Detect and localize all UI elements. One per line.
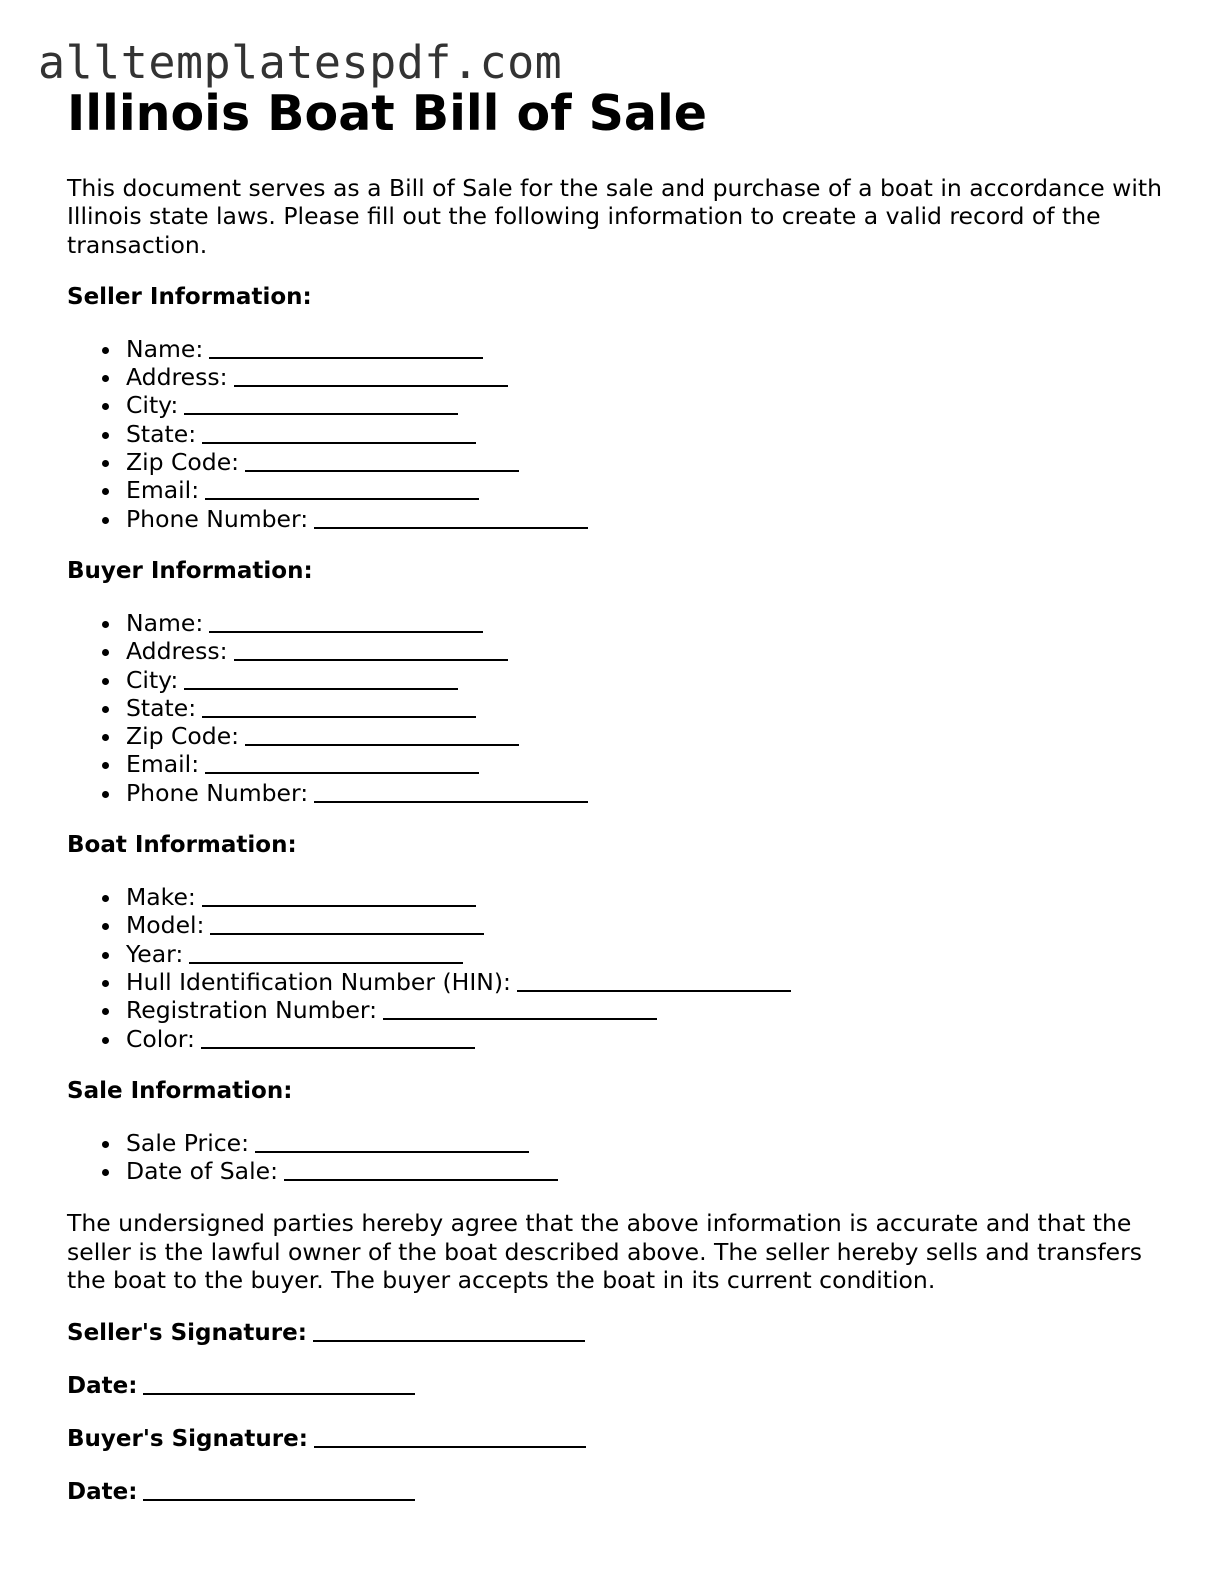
field-label: City: [126,665,179,694]
buyer-address-field [126,637,1177,665]
field-label: State: [126,693,197,722]
boat-registration-field [126,996,1177,1024]
buyer-email-field [126,750,1177,778]
document-title: Illinois Boat Bill of Sale [67,85,707,142]
intro-paragraph: This document serves as a Bill of Sale for the sale and purchase of a boat in accordance with Illinois state laws. Please fill out the following information to create a valid record of the transaction. [67,174,1163,259]
fill-in-blank[interactable] [209,335,483,359]
buyer-city-field [126,666,1177,694]
field-label: Name: [126,334,204,363]
field-label: Year: [126,939,184,968]
seller-city-field [126,391,1177,419]
signature-blank[interactable] [314,1424,586,1448]
seller-email-field [126,476,1177,504]
fill-in-blank[interactable] [255,1129,529,1153]
field-label: Address: [126,363,228,392]
fill-in-blank[interactable] [202,694,476,718]
field-label: Zip Code: [126,448,240,477]
seller-section-heading: Seller Information: [67,283,312,310]
fill-in-blank[interactable] [205,750,479,774]
buyer-signature-line [67,1424,1177,1453]
fill-in-blank[interactable] [245,722,519,746]
field-label: Make: [126,883,196,912]
date-blank[interactable] [143,1477,415,1501]
seller-date-line [67,1371,1177,1400]
fill-in-blank[interactable] [202,883,476,907]
buyer-section-heading: Buyer Information: [67,557,313,584]
field-label: Model: [126,911,205,940]
field-label: Email: [126,750,200,779]
buyer-name-field [126,609,1177,637]
boat-model-field [126,911,1177,939]
signature-blank[interactable] [313,1318,585,1342]
seller-address-field [126,363,1177,391]
field-label: Date of Sale: [126,1157,278,1186]
fill-in-blank[interactable] [184,666,458,690]
field-label: Sale Price: [126,1128,250,1157]
boat-make-field [126,883,1177,911]
fill-in-blank[interactable] [314,505,588,529]
fill-in-blank[interactable] [234,363,508,387]
sale-date-field [126,1157,1177,1185]
fill-in-blank[interactable] [209,609,483,633]
date-label: Date: [67,1373,138,1400]
boat-year-field [126,940,1177,968]
fill-in-blank[interactable] [314,779,588,803]
seller-name-field [126,335,1177,363]
field-label: Registration Number: [126,996,378,1025]
agreement-paragraph: The undersigned parties hereby agree that the above information is accurate and that the seller is the lawful owner of the boat described above. The seller hereby sells and transfers the boat to the buyer. The buyer accepts the boat in its current condition. [67,1209,1143,1295]
seller-state-field [126,420,1177,448]
fill-in-blank[interactable] [517,968,791,992]
seller-zip-field [126,448,1177,476]
buyer-phone-field [126,779,1177,807]
boat-section-heading: Boat Information: [67,832,297,859]
seller-signature-line [67,1318,1177,1347]
field-label: Color: [126,1024,195,1053]
sale-field-list [67,1129,1177,1186]
field-label: Name: [126,608,204,637]
boat-color-field [126,1025,1177,1053]
buyer-zip-field [126,722,1177,750]
sale-price-field [126,1129,1177,1157]
buyer-field-list [67,609,1177,807]
fill-in-blank[interactable] [201,1025,475,1049]
signature-label: Seller's Signature: [67,1320,307,1347]
document-body [67,84,1177,1506]
field-label: City: [126,391,179,420]
fill-in-blank[interactable] [205,476,479,500]
fill-in-blank[interactable] [234,637,508,661]
field-label: Phone Number: [126,778,309,807]
fill-in-blank[interactable] [202,420,476,444]
field-label: Zip Code: [126,722,240,751]
buyer-state-field [126,694,1177,722]
fill-in-blank[interactable] [210,911,484,935]
site-watermark: alltemplatespdf.com [38,36,563,89]
signature-label: Buyer's Signature: [67,1426,308,1453]
fill-in-blank[interactable] [284,1157,558,1181]
date-blank[interactable] [143,1371,415,1395]
field-label: Email: [126,476,200,505]
field-label: Address: [126,637,228,666]
sale-section-heading: Sale Information: [67,1077,293,1104]
field-label: Hull Identification Number (HIN): [126,967,511,996]
fill-in-blank[interactable] [245,448,519,472]
date-label: Date: [67,1479,138,1506]
field-label: Phone Number: [126,504,309,533]
field-label: State: [126,419,197,448]
buyer-date-line [67,1477,1177,1506]
fill-in-blank[interactable] [184,391,458,415]
fill-in-blank[interactable] [189,940,463,964]
boat-hin-field [126,968,1177,996]
fill-in-blank[interactable] [383,996,657,1020]
boat-field-list [67,883,1177,1053]
seller-phone-field [126,505,1177,533]
seller-field-list [67,335,1177,533]
